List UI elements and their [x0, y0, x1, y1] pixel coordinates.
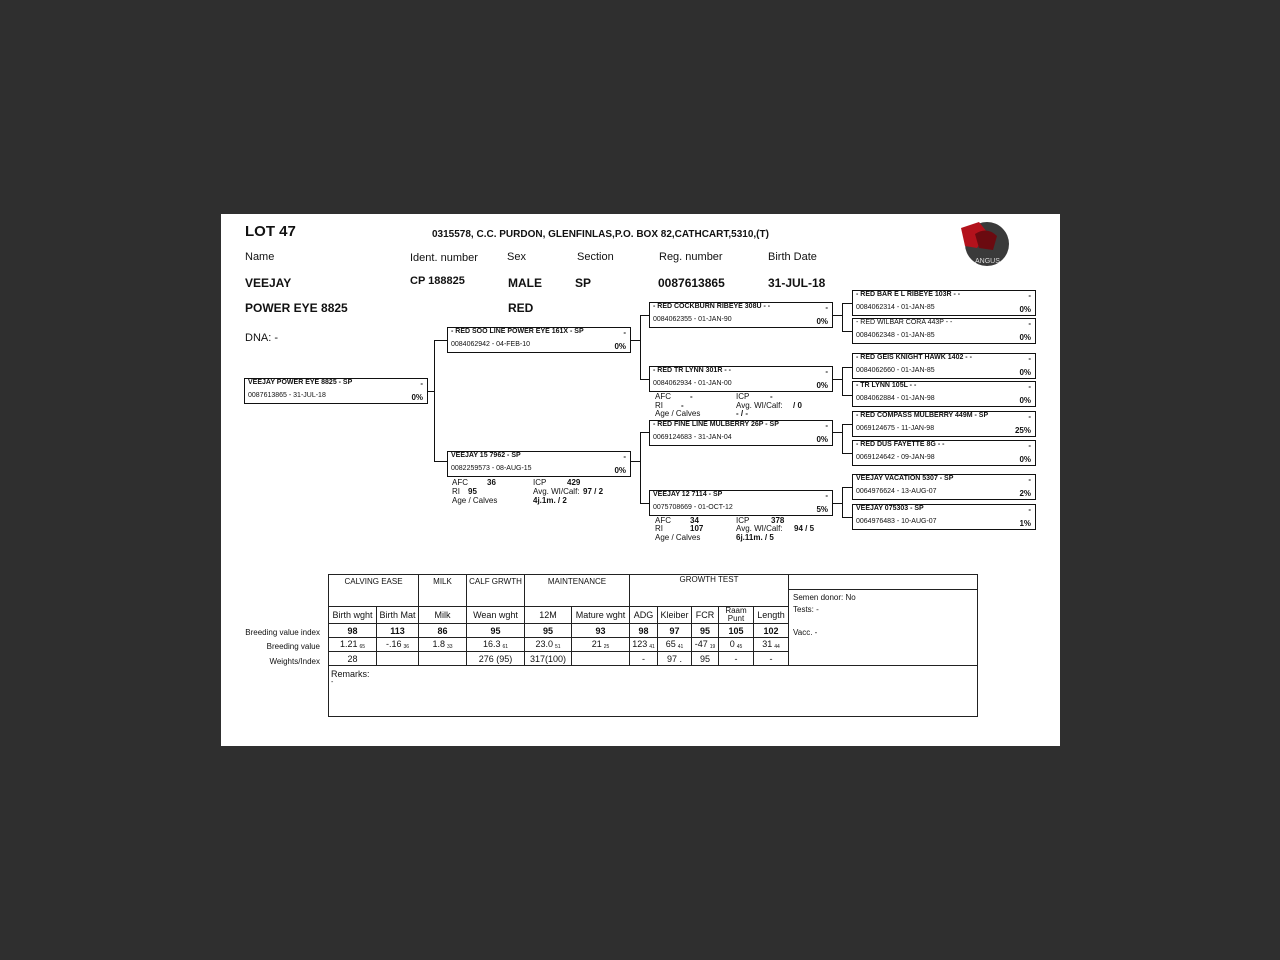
group-calving-ease: CALVING EASE [329, 575, 419, 607]
afc-label: AFC [452, 478, 468, 487]
animal-id: 0069124683 - 31-JAN-04 [653, 434, 732, 441]
afc-value: 36 [487, 478, 496, 487]
header-12m: 12M [525, 607, 572, 624]
flag: - [1028, 505, 1031, 514]
index-cell: 98 [329, 624, 377, 638]
pedigree-gen3-4 [852, 381, 1036, 407]
connector [640, 379, 649, 380]
avg-value: 97 / 2 [583, 487, 604, 496]
connector [842, 303, 843, 332]
group-calf-growth: CALF GRWTH [467, 575, 525, 607]
animal-id: 0064976483 - 10-AUG-07 [856, 518, 937, 525]
weight-cell: 276 (95) [467, 652, 525, 666]
percentage: 5% [816, 505, 828, 514]
connector [842, 395, 852, 396]
age-value: 4j.1m. / 2 [533, 496, 567, 505]
header-kleiber: Kleiber [658, 607, 692, 624]
icp-value: 429 [567, 478, 581, 487]
animal-name: - RED TR LYNN 301R - - [653, 367, 731, 374]
connector [832, 379, 842, 380]
animal-name: VEEJAY POWER EYE 8825 - SP [248, 379, 353, 386]
bv-accuracy: 41 [677, 644, 684, 650]
connector [842, 517, 852, 518]
connector [640, 432, 649, 433]
index-cell: 95 [467, 624, 525, 638]
percentage: 25% [1014, 426, 1031, 435]
percentage: 1% [1019, 519, 1031, 528]
animal-name: - RED WILBAR CORA 443P - - [856, 319, 953, 326]
flag: - [623, 452, 626, 461]
ri-label: RI [655, 401, 663, 410]
connector [640, 503, 649, 504]
svg-text:ANGUS: ANGUS [975, 258, 1000, 265]
flag: - [825, 303, 828, 312]
bv-accuracy: 19 [709, 644, 716, 650]
index-cell: 98 [630, 624, 658, 638]
connector [842, 367, 852, 368]
age-label: Age / Calves [655, 409, 701, 418]
sex-value: MALE [508, 276, 542, 290]
bv-cell [719, 638, 754, 652]
age-label: Age / Calves [452, 496, 498, 505]
percentage: 0% [816, 435, 828, 444]
bv-cell [754, 638, 789, 652]
label-name: Name [245, 251, 275, 263]
animal-id: 0084062355 - 01-JAN-90 [653, 316, 732, 323]
flag: - [1028, 382, 1031, 391]
animal-name: - RED COMPASS MULBERRY 449M - SP [856, 412, 989, 419]
pedigree-sire-sire [649, 302, 833, 328]
bv-accuracy: 44 [774, 644, 780, 650]
index-cell: 113 [377, 624, 419, 638]
row-label-bv: Breeding value [266, 642, 320, 651]
section-value: SP [575, 276, 592, 290]
breeder-info: 0315578, C.C. PURDON, GLENFINLAS,P.O. BOX 82,CATHCART,5310,(T) [432, 229, 769, 240]
pedigree-sire-dam [649, 366, 833, 392]
bv-cell [419, 638, 467, 652]
pedigree-dam-sire [649, 420, 833, 446]
flag: - [825, 421, 828, 430]
animal-name: VEEJAY 12 7114 - SP [653, 491, 723, 498]
remarks-label: Remarks: [331, 669, 370, 679]
bv-cell [658, 638, 692, 652]
bv-accuracy: 65 [359, 644, 366, 650]
bv-accuracy: 61 [502, 644, 509, 650]
connector [832, 432, 842, 433]
lot-number: LOT 47 [245, 223, 296, 240]
pedigree-subject [244, 378, 428, 404]
header-fcr: FCR [692, 607, 719, 624]
header-raam-punt: Raam Punt [719, 607, 754, 624]
connector [434, 340, 435, 461]
bv-value: -47 [694, 639, 708, 649]
header-adg: ADG [630, 607, 658, 624]
bv-value: 1.21 [339, 639, 358, 649]
connector [842, 487, 843, 518]
connector [640, 432, 641, 503]
pedigree-gen3-3 [852, 353, 1036, 379]
avg-value: / 0 [793, 401, 802, 410]
label-reg: Reg. number [659, 251, 723, 263]
bv-cell [329, 638, 377, 652]
ri-value: 107 [690, 524, 704, 533]
animal-name: - RED GEIS KNIGHT HAWK 1402 - - [856, 354, 972, 361]
flag: - [420, 379, 423, 388]
weight-cell: 28 [329, 652, 377, 666]
connector [630, 461, 640, 462]
percentage: 0% [1019, 455, 1031, 464]
bv-accuracy: 25 [603, 644, 610, 650]
connector [842, 424, 843, 454]
afc-label: AFC [655, 516, 671, 525]
group-milk: MILK [419, 575, 467, 607]
animal-name: VEEJAY VACATION 5307 - SP [856, 475, 954, 482]
header-mature-wght: Mature wght [572, 607, 630, 624]
weight-cell: 97 . [658, 652, 692, 666]
weight-cell: - [630, 652, 658, 666]
connector [842, 487, 852, 488]
animal-id: 0084062314 - 01-JAN-85 [856, 304, 935, 311]
afc-value: 34 [690, 516, 699, 525]
label-section: Section [577, 251, 614, 263]
age-value: 6j.11m. / 5 [736, 533, 774, 542]
animal-id: 0084062934 - 01-JAN-00 [653, 380, 732, 387]
animal-name: VEEJAY 075303 - SP [856, 505, 924, 512]
bv-accuracy: 33 [446, 644, 453, 650]
header-length: Length [754, 607, 789, 624]
bv-cell [467, 638, 525, 652]
label-birth: Birth Date [768, 251, 817, 263]
bv-cell [377, 638, 419, 652]
weight-cell [377, 652, 419, 666]
index-cell: 102 [754, 624, 789, 638]
pedigree-gen3-8 [852, 504, 1036, 530]
connector [640, 315, 649, 316]
animal-id: 0087613865 - 31-JUL-18 [248, 392, 326, 399]
bv-accuracy: 51 [554, 644, 561, 650]
pedigree-gen3-5 [852, 411, 1036, 437]
ident-number: CP 188825 [410, 275, 465, 287]
ri-label: RI [655, 524, 663, 533]
remarks-row [329, 666, 978, 717]
breeding-value-table [328, 574, 978, 717]
avg-label: Avg. WI/Calf: [736, 524, 783, 533]
animal-name: - RED BAR E L RIBEYE 103R - - [856, 291, 961, 298]
animal-name: - RED FINE LINE MULBERRY 26P - SP [653, 421, 779, 428]
age-label: Age / Calves [655, 533, 701, 542]
bv-cell [630, 638, 658, 652]
header-birth-mat: Birth Mat [377, 607, 419, 624]
afc-label: AFC [655, 392, 671, 401]
animal-id: 0084062884 - 01-JAN-98 [856, 395, 935, 402]
ri-label: RI [452, 487, 460, 496]
bv-accuracy: 45 [736, 644, 743, 650]
percentage: 0% [614, 466, 626, 475]
pedigree-gen3-2 [852, 318, 1036, 344]
header-birth-wght: Birth wght [329, 607, 377, 624]
animal-name: - TR LYNN 105L - - [856, 382, 917, 389]
connector [842, 303, 852, 304]
afc-value: - [690, 392, 693, 401]
connector [842, 331, 852, 332]
pedigree-gen3-6 [852, 440, 1036, 466]
weight-cell [572, 652, 630, 666]
vaccination: Vacc. - [793, 628, 818, 637]
percentage: 0% [1019, 368, 1031, 377]
animal-id: 0069124675 - 11-JAN-98 [856, 425, 935, 432]
icp-label: ICP [533, 478, 547, 487]
flag: - [1028, 319, 1031, 328]
label-sex: Sex [507, 251, 526, 263]
animal-name-line1: VEEJAY [245, 276, 292, 290]
connector [640, 315, 641, 379]
icp-value: - [770, 392, 773, 401]
age-value: - / - [736, 409, 748, 418]
pedigree-dam-dam [649, 490, 833, 516]
bv-value: 31 [762, 639, 773, 649]
row-label-weights: Weights/Index [269, 657, 320, 666]
flag: - [1028, 412, 1031, 421]
weight-cell [419, 652, 467, 666]
reg-number: 0087613865 [658, 276, 725, 290]
icp-value: 378 [771, 516, 785, 525]
pedigree-sire [447, 327, 631, 353]
flag: - [825, 491, 828, 500]
flag: - [1028, 441, 1031, 450]
flag: - [623, 328, 626, 337]
icp-label: ICP [736, 392, 750, 401]
header-milk: Milk [419, 607, 467, 624]
remarks-cell [329, 666, 978, 717]
ri-value: - [681, 401, 684, 410]
bv-value: 23.0 [535, 639, 553, 649]
avg-label: Avg. WI/Calf: [533, 487, 580, 496]
index-cell: 93 [572, 624, 630, 638]
animal-id: 0084062348 - 01-JAN-85 [856, 332, 935, 339]
pedigree-gen3-7 [852, 474, 1036, 500]
weight-cell: - [754, 652, 789, 666]
index-cell: 97 [658, 624, 692, 638]
dna-status: DNA: - [245, 332, 278, 344]
flag: - [1028, 475, 1031, 484]
index-cell: 95 [692, 624, 719, 638]
pedigree-certificate [221, 214, 1060, 746]
percentage: 0% [614, 342, 626, 351]
pedigree-dam [447, 451, 631, 477]
connector [842, 453, 852, 454]
flag: - [825, 367, 828, 376]
connector [434, 461, 447, 462]
connector [842, 367, 843, 396]
ri-value: 95 [468, 487, 477, 496]
bv-value: 0 [729, 639, 735, 649]
connector [434, 340, 447, 341]
bv-cell [525, 638, 572, 652]
percentage: 0% [1019, 333, 1031, 342]
bv-accuracy: 36 [403, 644, 410, 650]
index-cell: 86 [419, 624, 467, 638]
percentage: 0% [1019, 305, 1031, 314]
weight-cell: - [719, 652, 754, 666]
animal-name: - RED DUS FAYETTE 8G - - [856, 441, 945, 448]
animal-name: - RED SOO LINE POWER EYE 161X - SP [451, 328, 584, 335]
group-maintenance: MAINTENANCE [525, 575, 630, 607]
animal-id: 0075708669 - 01-OCT-12 [653, 504, 733, 511]
bv-cell [572, 638, 630, 652]
percentage: 0% [1019, 396, 1031, 405]
weight-cell: 95 [692, 652, 719, 666]
animal-name-line2: POWER EYE 8825 [245, 301, 348, 315]
bv-value: -.16 [385, 639, 402, 649]
icp-label: ICP [736, 516, 750, 525]
animal-id: 0082259573 - 08-AUG-15 [451, 465, 532, 472]
bv-value: 123 [632, 639, 648, 649]
flag: - [1028, 291, 1031, 300]
tests: Tests: - [793, 605, 819, 614]
animal-id: 0084062660 - 01-JAN-85 [856, 367, 935, 374]
connector [832, 503, 842, 504]
bv-value: 1.8 [432, 639, 445, 649]
animal-name: VEEJAY 15 7962 - SP [451, 452, 521, 459]
percentage: 0% [411, 393, 423, 402]
bv-value: 16.3 [482, 639, 501, 649]
pedigree-gen3-1 [852, 290, 1036, 316]
animal-id: 0064976624 - 13-AUG-07 [856, 488, 937, 495]
connector [427, 391, 434, 392]
row-label-index: Breeding value index [245, 628, 320, 637]
animal-id: 0069124642 - 09-JAN-98 [856, 454, 935, 461]
index-cell: 105 [719, 624, 754, 638]
avg-label: Avg. WI/Calf: [736, 401, 783, 410]
angus-logo [957, 218, 1015, 268]
percentage: 0% [816, 381, 828, 390]
bv-accuracy: 41 [649, 644, 655, 650]
connector [832, 315, 842, 316]
percentage: 0% [816, 317, 828, 326]
flag: - [1028, 354, 1031, 363]
index-cell: 95 [525, 624, 572, 638]
weight-cell: 317(100) [525, 652, 572, 666]
percentage: 2% [1019, 489, 1031, 498]
remarks-value: - [331, 679, 334, 686]
animal-name: - RED COCKBURN RIBEYE 308U - - [653, 303, 771, 310]
connector [630, 340, 640, 341]
label-ident: Ident. number [410, 252, 478, 264]
color-value: RED [508, 301, 534, 315]
avg-value: 94 / 5 [794, 524, 815, 533]
animal-id: 0084062942 - 04-FEB-10 [451, 341, 530, 348]
semen-donor: Semen donor: No [793, 593, 856, 602]
connector [842, 424, 852, 425]
header-wean-wght: Wean wght [467, 607, 525, 624]
bv-value: 21 [591, 639, 602, 649]
group-growth-test: GROWTH TEST [630, 575, 789, 607]
bv-cell [692, 638, 719, 652]
birth-date: 31-JUL-18 [768, 276, 826, 290]
notes-panel [789, 575, 978, 666]
bv-value: 65 [665, 639, 676, 649]
